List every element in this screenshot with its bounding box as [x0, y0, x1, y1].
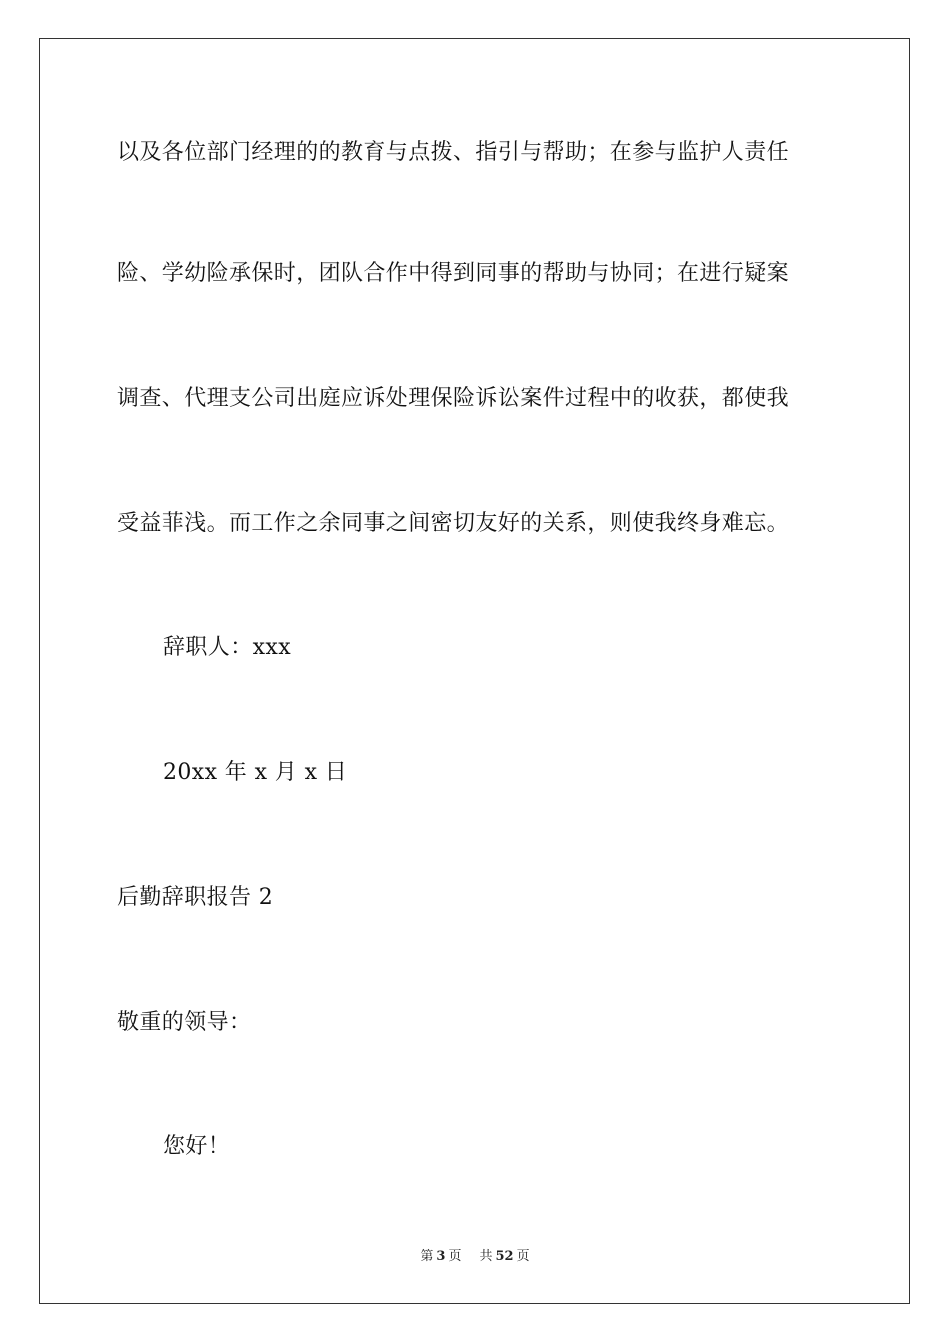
page-number: 3	[436, 1249, 446, 1264]
salutation: 敬重的领导：	[117, 1010, 252, 1035]
paragraph-line-3: 调查、代理支公司出庭应诉处理保险诉讼案件过程中的收获，都使我	[117, 386, 790, 411]
page-border	[39, 38, 910, 1304]
total-pages: 52	[495, 1249, 514, 1264]
greeting: 您好！	[163, 1134, 231, 1159]
total-prefix: 共	[479, 1249, 493, 1264]
paragraph-line-2: 险、学幼险承保时，团队合作中得到同事的帮助与协同；在进行疑案	[117, 261, 790, 286]
page-suffix: 页	[448, 1249, 462, 1264]
total-suffix: 页	[516, 1249, 530, 1264]
page-footer	[0, 1248, 950, 1266]
signature-line: 辞职人：xxx	[163, 635, 292, 660]
paragraph-line-4: 受益菲浅。而工作之余同事之间密切友好的关系，则使我终身难忘。	[117, 511, 790, 536]
section-title: 后勤辞职报告 2	[117, 885, 274, 910]
page-prefix: 第	[420, 1249, 434, 1264]
date-line: 20xx 年 x 月 x 日	[163, 760, 348, 785]
paragraph-line-1: 以及各位部门经理的的教育与点拨、指引与帮助；在参与监护人责任	[117, 140, 790, 165]
